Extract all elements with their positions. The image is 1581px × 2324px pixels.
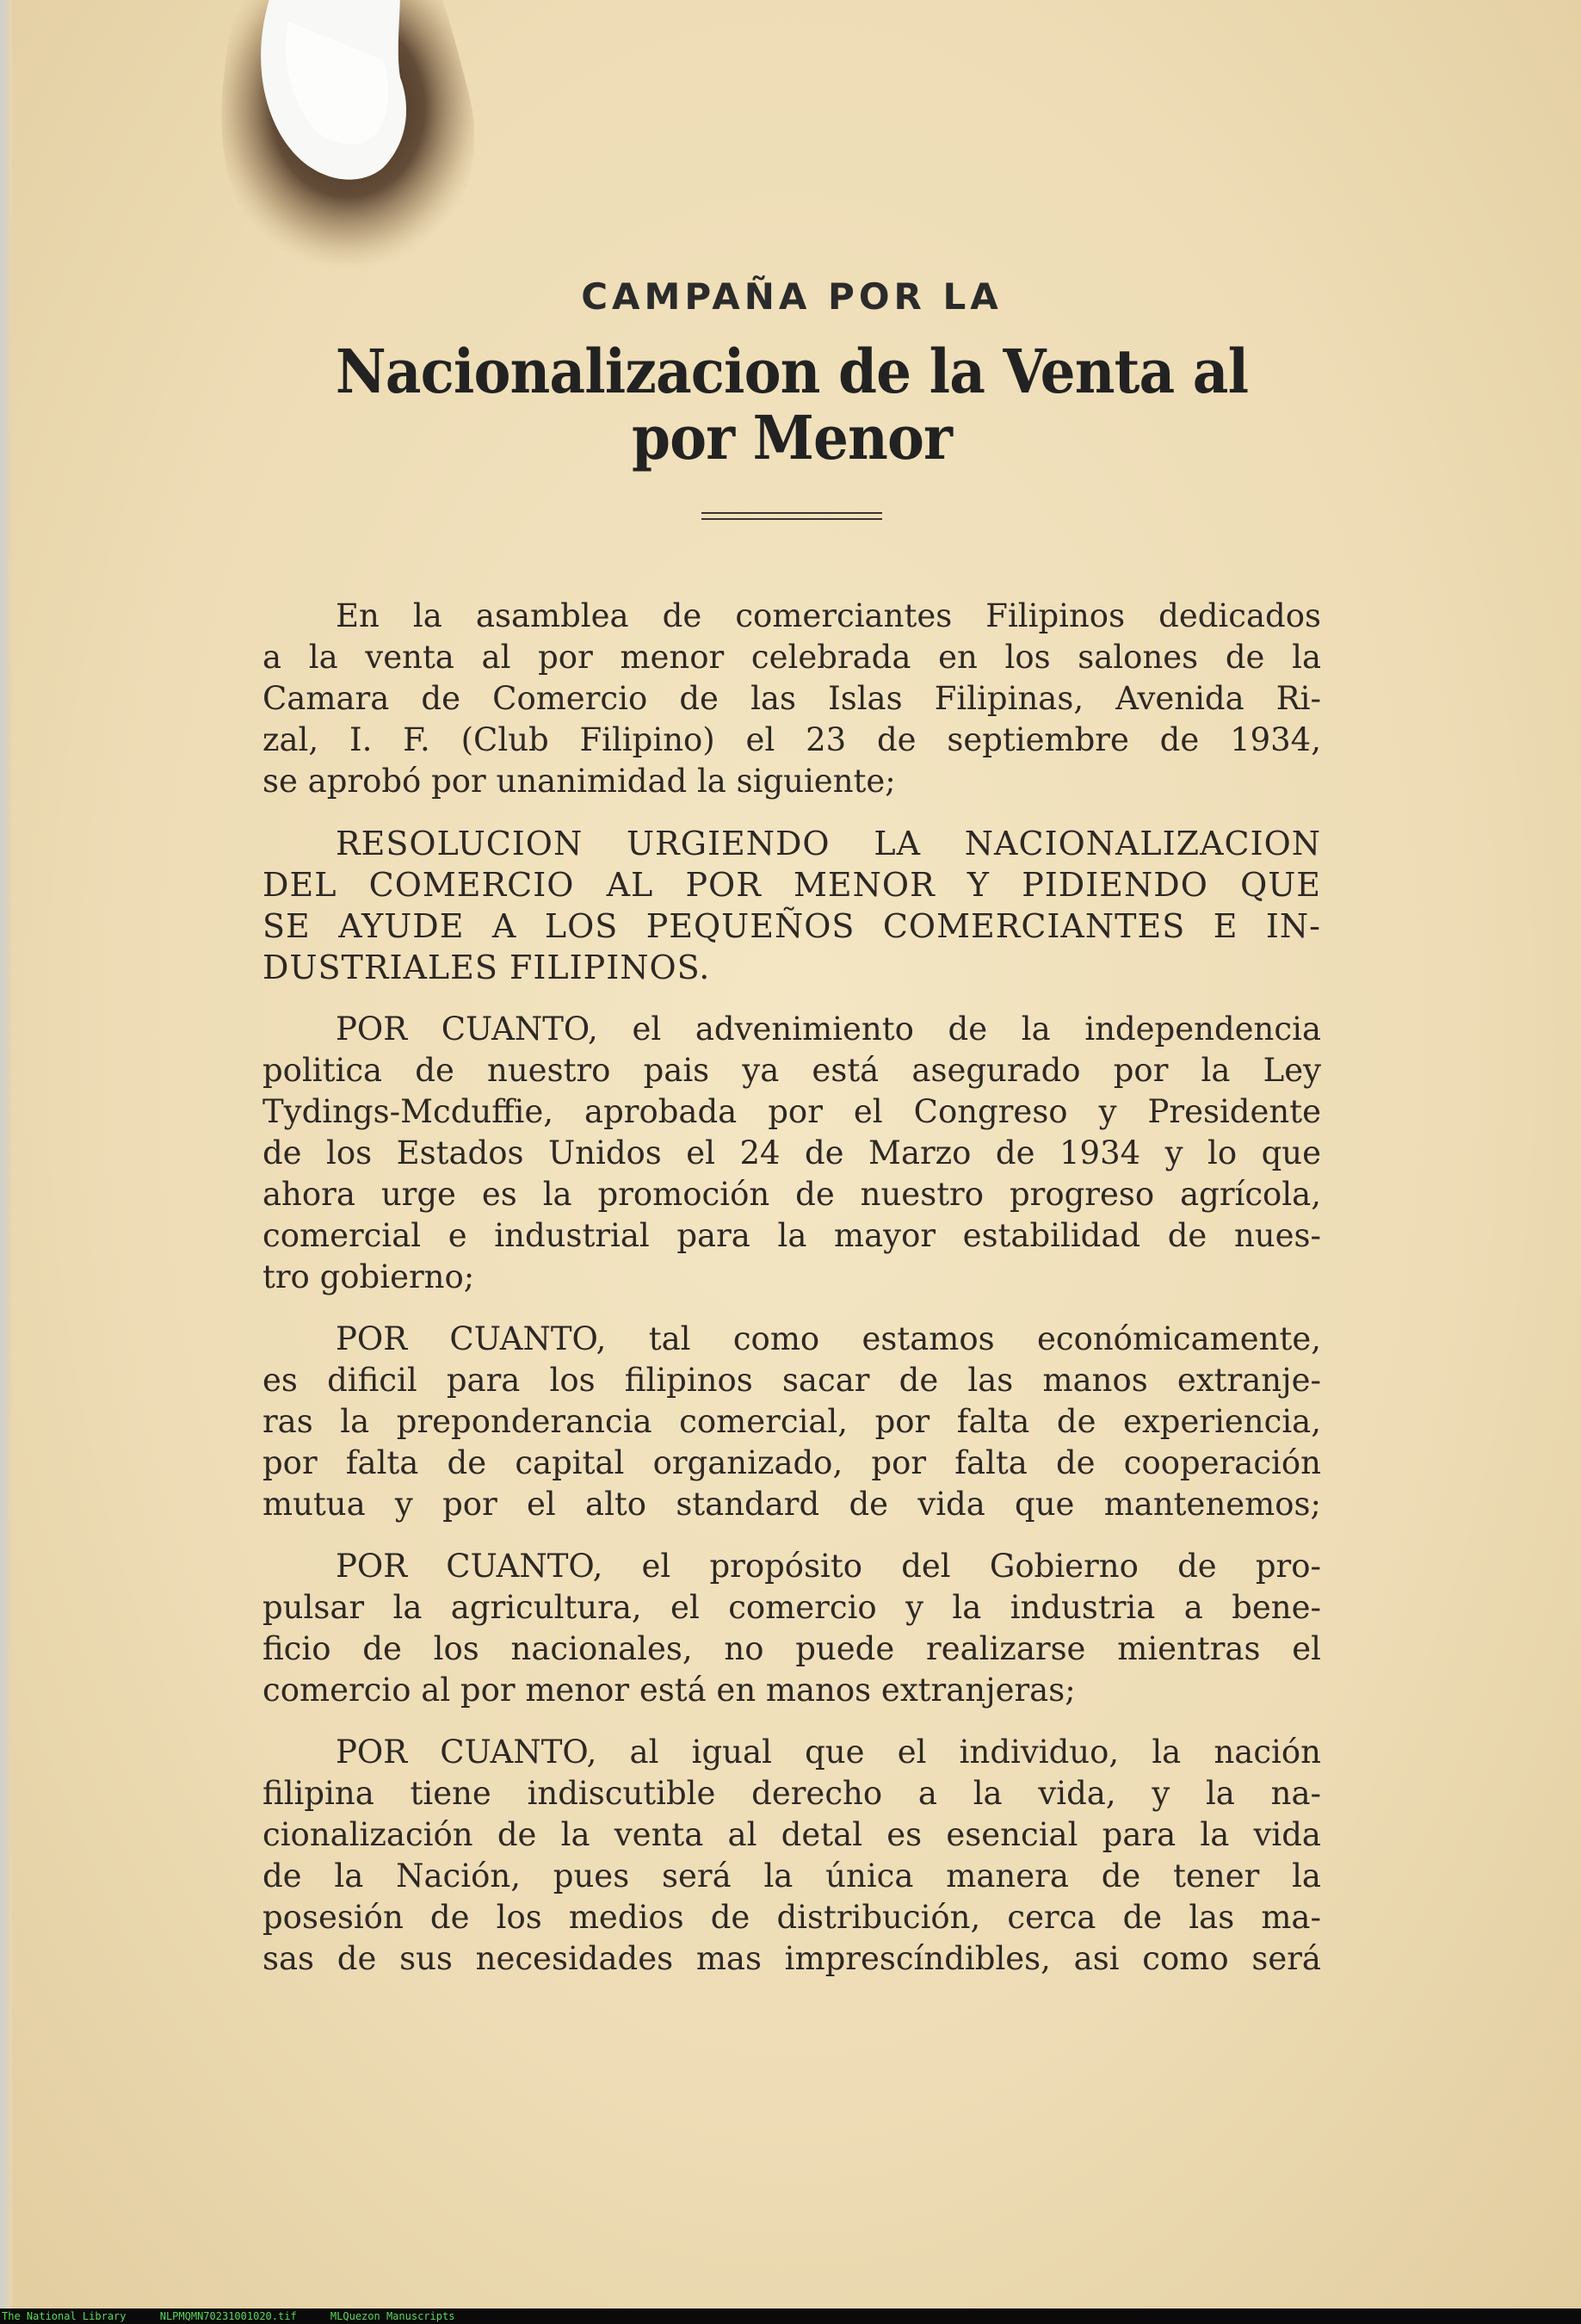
text-line: filipina tiene indiscutible derecho a la vida, y la na-	[262, 1775, 1321, 1812]
document-title: Nacionalizacion de la Venta al por Menor	[335, 336, 1249, 473]
text-line: POR CUANTO, al igual que el individuo, la nación	[336, 1734, 1321, 1771]
paragraph-resolution-heading	[262, 823, 1321, 988]
text-line: es dificil para los filipinos sacar de las manos extranje-	[262, 1362, 1321, 1399]
text-line: ahora urge es la promoción de nuestro progreso agrícola,	[262, 1176, 1321, 1213]
text-line: a la venta al por menor celebrada en los salones de la	[262, 639, 1321, 676]
text-line: posesión de los medios de distribución, cerca de las ma-	[262, 1899, 1321, 1936]
page-edge	[0, 0, 12, 2309]
text-line: de la Nación, pues será la única manera de tener la	[262, 1857, 1321, 1894]
text-line: Tydings-Mcduffie, aprobada por el Congreso y Presidente	[262, 1093, 1321, 1130]
text-line: tro gobierno;	[262, 1258, 475, 1295]
text-line: sas de sus necesidades mas imprescíndibles, asi como será	[262, 1940, 1321, 1977]
text-line: de los Estados Unidos el 24 de Marzo de 1934 y lo que	[262, 1134, 1321, 1171]
paragraph-intro	[262, 596, 1321, 802]
text-line: pulsar la agricultura, el comercio y la industria a bene-	[262, 1589, 1321, 1626]
text-line: POR CUANTO, el propósito del Gobierno de pro-	[336, 1548, 1321, 1585]
text-line: POR CUANTO, tal como estamos económicamente,	[336, 1320, 1321, 1357]
footer-filename: NLPMQMN70231001020.tif	[159, 2310, 297, 2322]
footer-collection: MLQuezon Manuscripts	[330, 2310, 455, 2322]
text-line: cionalización de la venta al detal es esencial para la vida	[262, 1816, 1321, 1853]
text-line: ficio de los nacionales, no puede realizarse mientras el	[262, 1630, 1321, 1667]
text-line: comercio al por menor está en manos extranjeras;	[262, 1672, 1076, 1709]
text-line: DEL COMERCIO AL POR MENOR Y PIDIENDO QUE	[262, 866, 1321, 904]
text-line: mutua y por el alto standard de vida que mantenemos;	[262, 1486, 1321, 1523]
text-line: SE AYUDE A LOS PEQUEÑOS COMERCIANTES E IN-	[262, 907, 1321, 945]
paragraph-whereas-4	[262, 1732, 1321, 1980]
text-line: ras la preponderancia comercial, por falta de experiencia,	[262, 1403, 1321, 1440]
text-line: En la asamblea de comerciantes Filipinos dedicados	[336, 597, 1321, 634]
scan-footer-bar	[0, 2309, 1581, 2324]
document-body	[262, 275, 1321, 2000]
text-line: DUSTRIALES FILIPINOS.	[262, 949, 711, 986]
footer-library: The National Library	[2, 2310, 127, 2322]
title-double-rule	[701, 512, 882, 520]
document-subtitle: CAMPAÑA POR LA	[581, 275, 1003, 318]
text-line: por falta de capital organizado, por falta de cooperación	[262, 1444, 1321, 1481]
text-line: POR CUANTO, el advenimiento de la independencia	[336, 1011, 1321, 1048]
text-line: RESOLUCION URGIENDO LA NACIONALIZACION	[336, 825, 1321, 862]
text-line: se aprobó por unanimidad la siguiente;	[262, 763, 896, 800]
text-line: politica de nuestro pais ya está asegurado por la Ley	[262, 1052, 1321, 1089]
paragraph-whereas-1	[262, 1009, 1321, 1298]
burn-hole-mark	[185, 0, 495, 301]
paragraph-whereas-2	[262, 1319, 1321, 1525]
text-line: Camara de Comercio de las Islas Filipinas, Avenida Ri-	[262, 680, 1321, 717]
text-line: comercial e industrial para la mayor estabilidad de nues-	[262, 1217, 1321, 1254]
paragraph-whereas-3	[262, 1546, 1321, 1711]
text-line: zal, I. F. (Club Filipino) el 23 de septiembre de 1934,	[262, 721, 1321, 758]
